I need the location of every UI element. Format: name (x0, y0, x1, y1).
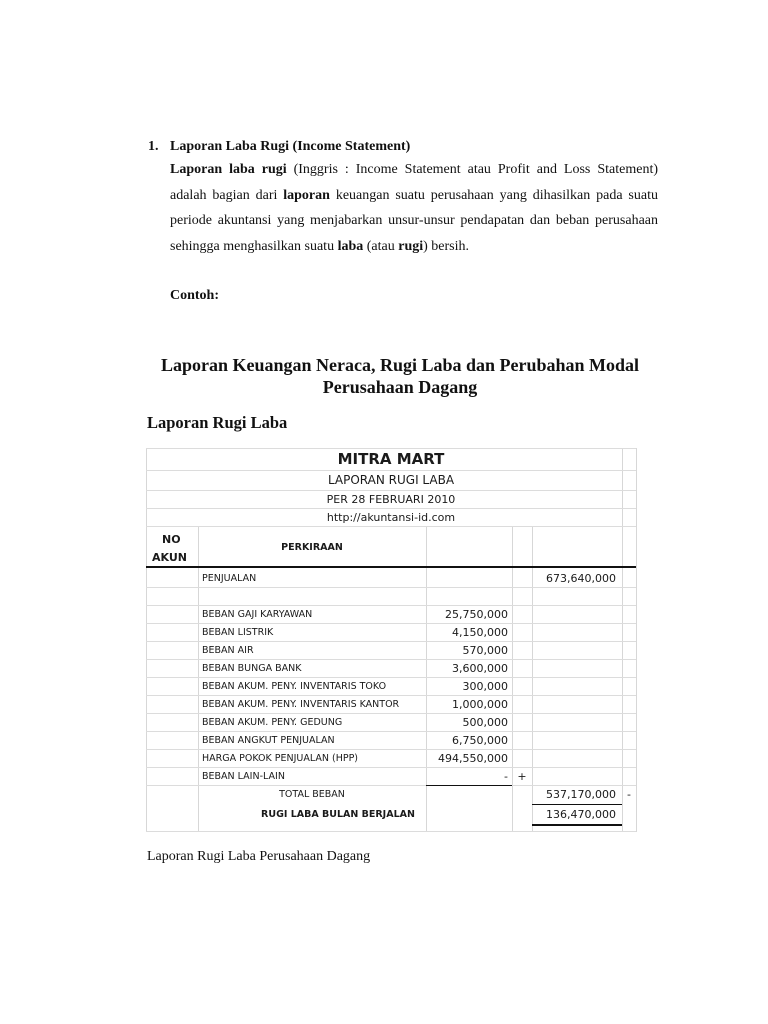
total-beban-label: TOTAL BEBAN (279, 789, 345, 800)
table-row-label: BEBAN LISTRIK (202, 627, 274, 638)
company-name: MITRA MART (337, 450, 445, 468)
table-row-label: PENJUALAN (202, 573, 257, 584)
grid-row-line (146, 448, 636, 449)
grid-column-line (636, 448, 637, 832)
section-title: Laporan Laba Rugi (Income Statement) (170, 139, 411, 154)
header-no: NO (162, 533, 181, 546)
bold-term: Laporan laba rugi (170, 162, 287, 177)
report-period: PER 28 FEBRUARI 2010 (326, 493, 456, 506)
grid-row-line (146, 831, 636, 832)
paragraph-text: keuangan suatu perusahaan yang dihasilkan pada suatu periode akuntansi yang menjabarkan unsur-unsur pendapatan dan beban perusahaan sehingga menghasilkan suatu (170, 187, 658, 254)
table-row-amount: 3,600,000 (452, 662, 508, 675)
total-beban-value: 537,170,000 (546, 788, 616, 801)
table-row-label: BEBAN LAIN-LAIN (202, 771, 285, 782)
main-heading-line-2: Perusahaan Dagang (322, 377, 478, 397)
table-row-label: HARGA POKOK PENJUALAN (HPP) (202, 753, 359, 764)
report-title: LAPORAN RUGI LABA (327, 473, 455, 487)
definition-paragraph (170, 157, 658, 259)
figure-caption: Laporan Rugi Laba Perusahaan Dagang (147, 849, 371, 864)
list-number: 1. (148, 139, 159, 154)
header-akun: AKUN (152, 551, 187, 564)
main-heading-line-1: Laporan Keuangan Neraca, Rugi Laba dan Perubahan Modal (160, 355, 640, 375)
table-row-label: BEBAN BUNGA BANK (202, 663, 302, 674)
grid-row-line (146, 526, 636, 527)
table-row-label: BEBAN AKUM. PENY. GEDUNG (202, 717, 343, 728)
table-row-label: BEBAN GAJI KARYAWAN (202, 609, 313, 620)
bold-term: laba (337, 238, 364, 254)
table-row-label: BEBAN AIR (202, 645, 254, 656)
table-row-label: BEBAN ANGKUT PENJUALAN (202, 735, 335, 746)
grid-row-line (146, 470, 636, 471)
paragraph-text: (atau (363, 238, 399, 254)
header-perkiraan: PERKIRAAN (281, 542, 343, 553)
bold-term: rugi (398, 238, 424, 254)
net-result-value: 136,470,000 (546, 808, 616, 821)
example-label: Contoh: (170, 288, 220, 303)
table-row-total: 673,640,000 (546, 572, 616, 585)
total-rule (532, 804, 622, 805)
table-row-amount: 570,000 (462, 644, 508, 657)
subtotal-rule (426, 785, 512, 786)
paragraph-text: (Inggris : Income Statement atau Profit and Loss Statement) adalah bagian dari (170, 162, 658, 203)
header-rule (146, 566, 636, 568)
grid-row-line (146, 587, 636, 588)
total-beban-sign: - (627, 788, 631, 801)
table-row-amount: 1,000,000 (452, 698, 508, 711)
bold-term: laporan (283, 187, 330, 203)
table-row-amount: 4,150,000 (452, 626, 508, 639)
income-statement-spreadsheet (146, 448, 636, 832)
double-underline (532, 824, 622, 826)
table-row-amount: 500,000 (462, 716, 508, 729)
grid-column-line (512, 526, 513, 832)
main-heading (140, 354, 660, 398)
table-row-amount: 25,750,000 (445, 608, 508, 621)
paragraph-text: ) bersih. (423, 238, 470, 254)
source-url: http://akuntansi-id.com (326, 511, 456, 524)
table-row-sign: + (517, 770, 527, 783)
table-row-label: BEBAN AKUM. PENY. INVENTARIS TOKO (202, 681, 387, 692)
table-row-label: BEBAN AKUM. PENY. INVENTARIS KANTOR (202, 699, 400, 710)
table-row-amount: 6,750,000 (452, 734, 508, 747)
sub-heading: Laporan Rugi Laba (147, 413, 288, 432)
table-row-amount: 494,550,000 (438, 752, 508, 765)
table-row-amount: 300,000 (462, 680, 508, 693)
table-row-amount: - (504, 770, 508, 783)
net-result-label: RUGI LABA BULAN BERJALAN (261, 809, 415, 820)
